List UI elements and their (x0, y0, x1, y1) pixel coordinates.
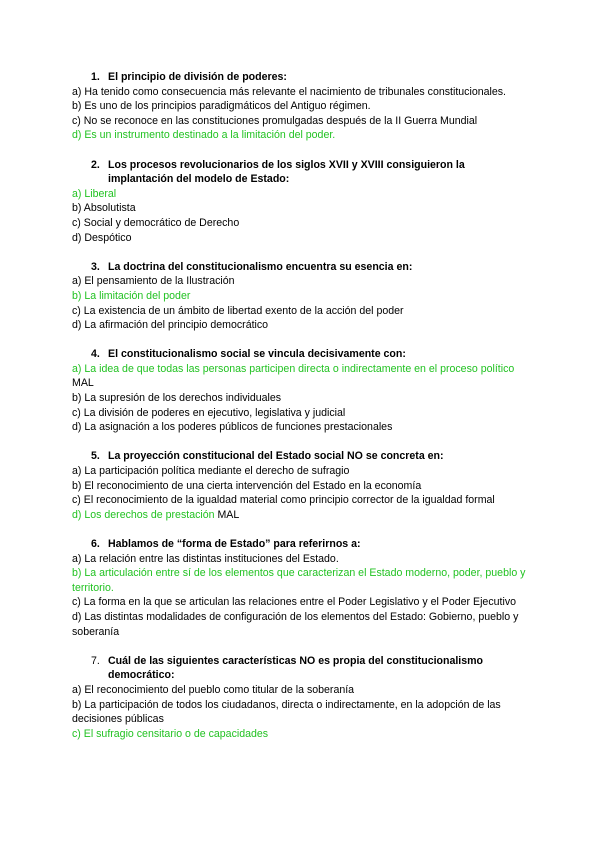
question-number: 1. (91, 71, 100, 83)
question-title (72, 260, 532, 275)
option-a: a) Ha tenido como consecuencia más relevante el nacimiento de tribunales constitucionales. (72, 85, 506, 98)
option-a: a) La relación entre las distintas instituciones del Estado. (72, 552, 339, 565)
question-3 (72, 260, 532, 333)
question-6 (72, 537, 532, 639)
question-text: El constitucionalismo social se vincula decisivamente con: (108, 348, 406, 361)
question-title (72, 158, 532, 187)
wrong-note: MAL (214, 508, 240, 521)
option-c: c) La forma en la que se articulan las relaciones entre el Poder Legislativo y el Poder Ejecutivo (72, 596, 517, 609)
question-text: El principio de división de poderes: (108, 71, 287, 83)
option-d-marked (72, 508, 532, 523)
question-text: La doctrina del constitucionalismo encuentra su esencia en: (108, 260, 413, 273)
option-d-correct: d) Es un instrumento destinado a la limitación del poder. (72, 129, 336, 142)
question-title (72, 449, 532, 464)
option-d: d) La asignación a los poderes públicos de funciones prestacionales (72, 421, 393, 434)
option-a: a) El pensamiento de la Ilustración (72, 275, 235, 288)
option-b-correct: b) La articulación entre sí de los elementos que caracterizan el Estado moderno, poder, pueblo y territorio. (72, 567, 526, 594)
option-c: c) La división de poderes en ejecutivo, legislativa y judicial (72, 406, 346, 419)
question-title (72, 537, 532, 552)
question-title (72, 347, 532, 362)
question-number: 7. (91, 654, 100, 667)
question-number: 4. (91, 348, 100, 361)
exam-page (72, 70, 532, 756)
question-7 (72, 654, 532, 742)
option-b-correct: b) La limitación del poder (72, 289, 191, 302)
option-c: c) No se reconoce en las constituciones promulgadas después de la II Guerra Mundial (72, 114, 478, 127)
question-text: La proyección constitucional del Estado social NO se concreta en: (108, 450, 444, 463)
option-b: b) La supresión de los derechos individuales (72, 392, 282, 405)
question-2 (72, 158, 532, 246)
option-c-correct: c) El sufragio censitario o de capacidades (72, 727, 269, 740)
option-c: c) Social y democrático de Derecho (72, 216, 240, 229)
question-text: Los procesos revolucionarios de los siglos XVII y XVIII consiguieron la implantación del modelo de Estado: (108, 158, 465, 186)
question-text: Cuál de las siguientes características NO es propia del constitucionalismo democrático: (108, 654, 484, 682)
option-d: d) La afirmación del principio democrático (72, 319, 269, 332)
question-5 (72, 449, 532, 522)
wrong-note: MAL (72, 377, 94, 390)
option-a: a) La participación política mediante el derecho de sufragio (72, 465, 350, 478)
option-b: b) La participación de todos los ciudadanos, directa o indirectamente, en la adopción de las decisiones públicas (72, 698, 501, 726)
option-c: c) El reconocimiento de la igualdad material como principio corrector de la igualdad formal (72, 494, 495, 507)
question-number: 2. (91, 158, 100, 171)
question-4 (72, 347, 532, 435)
option-d: d) Las distintas modalidades de configuración de los elementos del Estado: Gobierno, pueblo y soberanía (72, 610, 519, 638)
option-b: b) Absolutista (72, 202, 136, 215)
option-b: b) Es uno de los principios paradigmáticos del Antiguo régimen. (72, 100, 371, 113)
option-a: a) El reconocimiento del pueblo como titular de la soberanía (72, 683, 355, 696)
option-a-marked (72, 362, 532, 391)
option-a-text: a) La idea de que todas las personas participen directa o indirectamente en el proceso político (72, 362, 515, 375)
question-text: Hablamos de “forma de Estado” para referirnos a: (108, 538, 361, 550)
option-c: c) La existencia de un ámbito de libertad exento de la acción del poder (72, 304, 404, 317)
question-number: 5. (91, 450, 100, 463)
question-number: 6. (91, 538, 100, 550)
question-title (72, 70, 532, 85)
question-1 (72, 70, 532, 143)
option-d: d) Despótico (72, 231, 132, 244)
option-d-text: d) Los derechos de prestación (72, 508, 215, 521)
option-a-correct: a) Liberal (72, 187, 117, 200)
option-b: b) El reconocimiento de una cierta intervención del Estado en la economía (72, 479, 422, 492)
question-title (72, 654, 532, 683)
question-number: 3. (91, 260, 100, 273)
